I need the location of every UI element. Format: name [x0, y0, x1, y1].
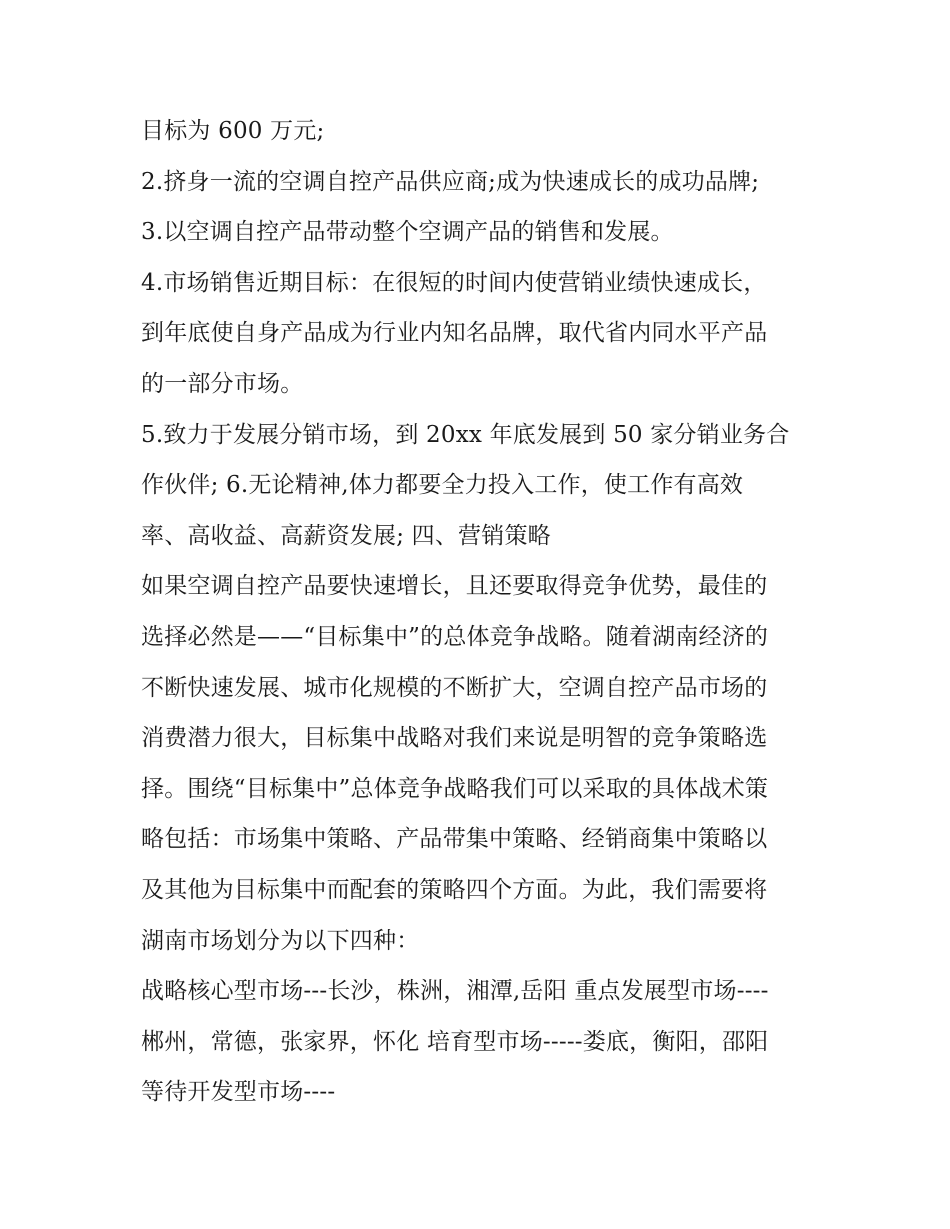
text-line-strategy-p2: 选择必然是——“目标集中”的总体竞争战略。随着湖南经济的	[141, 623, 769, 650]
text-line-sales-target: 目标为 600 万元;	[141, 118, 325, 144]
text-line-strategy-p4: 消费潜力很大，目标集中战略对我们来说是明智的竞争策略选	[141, 725, 768, 752]
text-line-strategy-p7: 及其他为目标集中而配套的策略四个方面。为此，我们需要将	[141, 876, 768, 903]
text-line-strategy-p3: 不断快速发展、城市化规模的不断扩大，空调自控产品市场的	[141, 674, 768, 701]
text-line-market-develop: 郴州，常德，张家界，怀化 培育型市场-----娄底，衡阳，邵阳	[141, 1028, 769, 1055]
text-line-strategy-p1: 如果空调自控产品要快速增长，且还要取得竞争优势，最佳的	[141, 573, 768, 600]
text-line-strategy-heading: 率、高收益、高薪资发展; 四、营销策略	[141, 522, 551, 549]
text-line-market-pending: 等待开发型市场----	[141, 1079, 336, 1106]
document-body	[141, 106, 831, 1118]
text-line-goal-3: 3.以空调自控产品带动整个空调产品的销售和发展。	[141, 219, 674, 246]
text-line-strategy-p6: 略包括：市场集中策略、产品带集中策略、经销商集中策略以	[141, 826, 768, 853]
text-line-market-core: 战略核心型市场---长沙，株洲，湘潭,岳阳 重点发展型市场----	[141, 978, 769, 1005]
text-line-goal-4: 4.市场销售近期目标：在很短的时间内使营销业绩快速成长，	[141, 269, 767, 296]
text-line-strategy-p8: 湖南市场划分为以下四种：	[141, 927, 420, 954]
text-line-goal-4-cont-2: 的一部分市场。	[141, 370, 304, 397]
text-line-goal-6: 作伙伴; 6.无论精神,体力都要全力投入工作，使工作有高效	[141, 472, 744, 499]
text-line-strategy-p5: 择。围绕“目标集中”总体竞争战略我们可以采取的具体战术策	[141, 775, 769, 802]
text-line-goal-4-cont-1: 到年底使自身产品成为行业内知名品牌，取代省内同水平产品	[141, 320, 768, 347]
text-line-goal-2: 2.挤身一流的空调自控产品供应商;成为快速成长的成功品牌;	[141, 168, 760, 195]
text-line-goal-5: 5.致力于发展分销市场，到 20xx 年底发展到 50 家分销业务合	[141, 421, 790, 448]
